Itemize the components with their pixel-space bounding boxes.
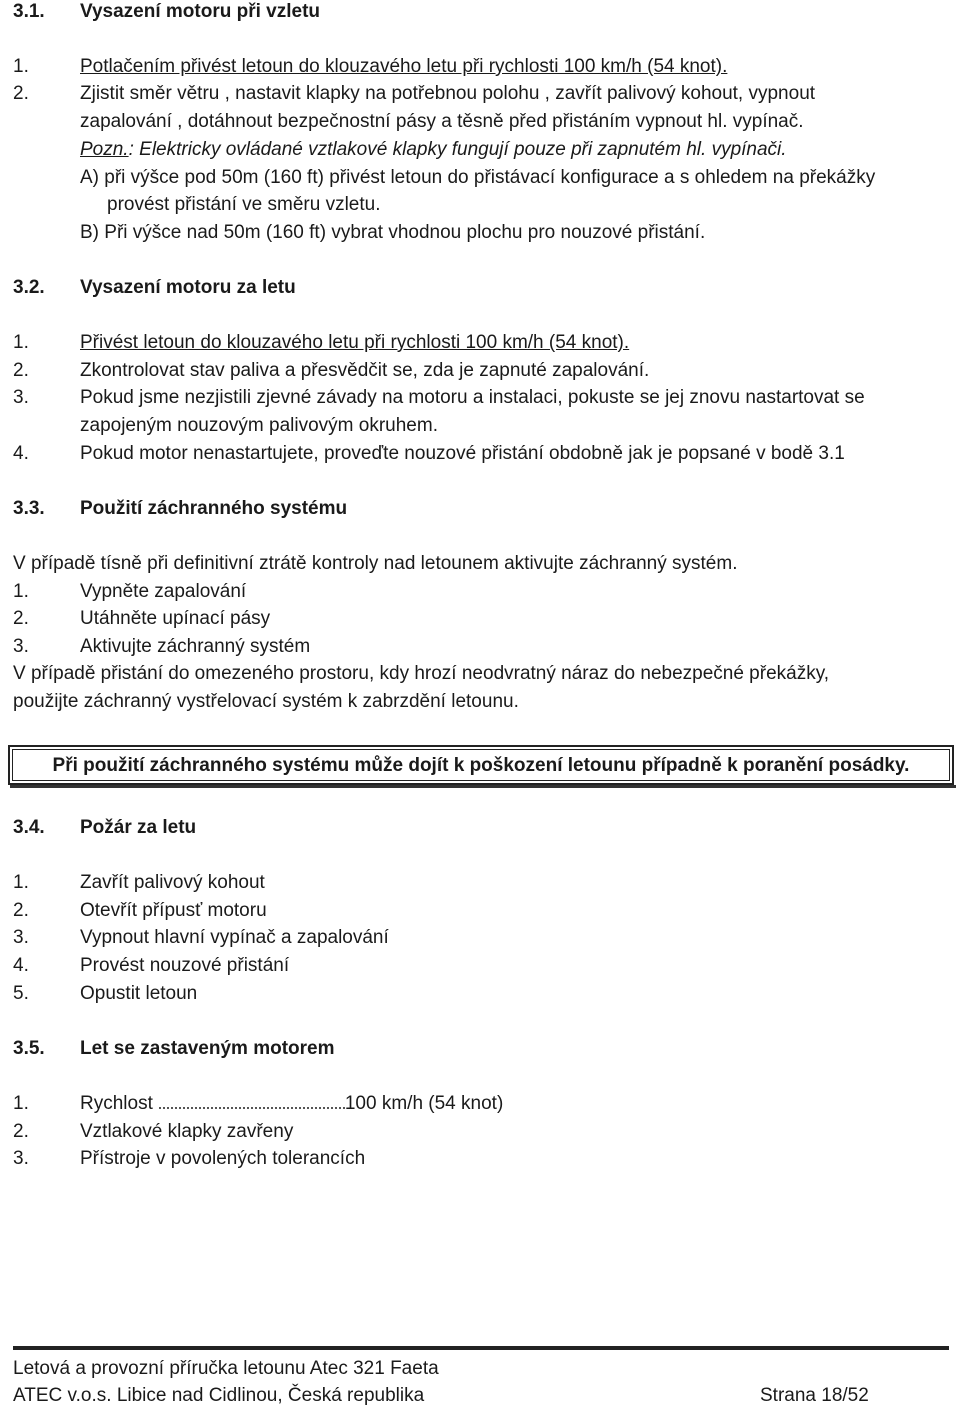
item-text: Pokud jsme nezjistili zjevné závady na motoru a instalaci, pokuste se jej znovu nastartovat se — [80, 387, 865, 408]
item-text: Aktivujte záchranný systém — [80, 636, 311, 657]
item-text: Vztlakové klapky zavřeny — [80, 1121, 294, 1142]
item-number: 2. — [13, 1121, 29, 1142]
dot-leader — [159, 1093, 345, 1109]
section-number: 3.4. — [13, 817, 45, 838]
item-number: 1. — [13, 581, 29, 602]
item-text: Vypněte zapalování — [80, 581, 247, 602]
item-text: Provést nouzové přistání — [80, 955, 290, 976]
section-number: 3.2. — [13, 277, 45, 298]
section-number: 3.1. — [13, 1, 45, 22]
section-title: Vysazení motoru za letu — [80, 277, 296, 298]
item-number: 3. — [13, 387, 29, 408]
item-text: Otevřít přípusť motoru — [80, 900, 267, 921]
item-text: Přivést letoun do klouzavého letu při rychlosti 100 km/h (54 knot). — [80, 332, 630, 353]
item-text: Přístroje v povolených tolerancích — [80, 1148, 366, 1169]
item-number: 2. — [13, 608, 29, 629]
item-number: 4. — [13, 955, 29, 976]
item-value: 100 km/h (54 knot) — [344, 1093, 504, 1114]
item-text: Zkontrolovat stav paliva a přesvědčit se, zda je zapnuté zapalování. — [80, 360, 650, 381]
item-number: 3. — [13, 636, 29, 657]
item-text: Utáhněte upínací pásy — [80, 608, 271, 629]
footer-company: ATEC v.o.s. Libice nad Cidlinou, Česká republika — [13, 1385, 425, 1406]
item-number: 1. — [13, 1093, 29, 1114]
section-number: 3.3. — [13, 498, 45, 519]
section-number: 3.5. — [13, 1038, 45, 1059]
section-title: Požár za letu — [80, 817, 197, 838]
item-number: 3. — [13, 1148, 29, 1169]
item-text: Potlačením přivést letoun do klouzavého letu při rychlosti 100 km/h (54 knot). — [80, 56, 728, 77]
item-number: 5. — [13, 983, 29, 1004]
footer-rule — [13, 1346, 949, 1350]
item-number: 1. — [13, 56, 29, 77]
item-text: provést přistání ve směru vzletu. — [107, 194, 381, 215]
paragraph-text: V případě tísně při definitivní ztrátě kontroly nad letounem aktivujte záchranný systém. — [13, 553, 738, 574]
paragraph-text: použijte záchranný vystřelovací systém k zabrzdění letounu. — [13, 691, 519, 712]
footer-page-number: Strana 18/52 — [760, 1385, 869, 1406]
item-number: 2. — [13, 900, 29, 921]
section-title: Vysazení motoru při vzletu — [80, 1, 321, 22]
item-number: 1. — [13, 332, 29, 353]
item-number: 4. — [13, 443, 29, 464]
item-number: 2. — [13, 360, 29, 381]
item-text: B) Při výšce nad 50m (160 ft) vybrat vhodnou plochu pro nouzové přistání. — [80, 222, 706, 243]
section-title: Použití záchranného systému — [80, 498, 348, 519]
item-text: zapalování , dotáhnout bezpečnostní pásy a těsně před přistáním vypnout hl. vypínač. — [80, 111, 804, 132]
warning-box — [8, 745, 954, 785]
note-label: Pozn. — [80, 139, 129, 160]
item-number: 2. — [13, 83, 29, 104]
warning-text: Při použití záchranného systému může dojít k poškození letounu případně k poranění posádky. — [52, 755, 910, 776]
item-number: 1. — [13, 872, 29, 893]
item-text: Zavřít palivový kohout — [80, 872, 265, 893]
item-text: zapojeným nouzovým palivovým okruhem. — [80, 415, 438, 436]
note-text: : Elektricky ovládané vztlakové klapky fungují pouze při zapnutém hl. vypínači. — [128, 139, 787, 160]
item-text: Pokud motor nenastartujete, proveďte nouzové přistání obdobně jak je popsané v bodě 3.1 — [80, 443, 845, 464]
item-text: A) při výšce pod 50m (160 ft) přivést letoun do přistávací konfigurace a s ohledem na překážky — [80, 167, 876, 188]
section-title: Let se zastaveným motorem — [80, 1038, 335, 1059]
item-number: 3. — [13, 927, 29, 948]
item-text: Opustit letoun — [80, 983, 198, 1004]
footer-title: Letová a provozní příručka letounu Atec 321 Faeta — [13, 1358, 439, 1379]
item-text: Vypnout hlavní vypínač a zapalování — [80, 927, 389, 948]
item-text: Rychlost — [80, 1093, 153, 1114]
paragraph-text: V případě přistání do omezeného prostoru, kdy hrozí neodvratný náraz do nebezpečné překážky, — [13, 663, 830, 684]
item-text: Zjistit směr větru , nastavit klapky na potřebnou polohu , zavřít palivový kohout, vypnout — [80, 83, 816, 104]
